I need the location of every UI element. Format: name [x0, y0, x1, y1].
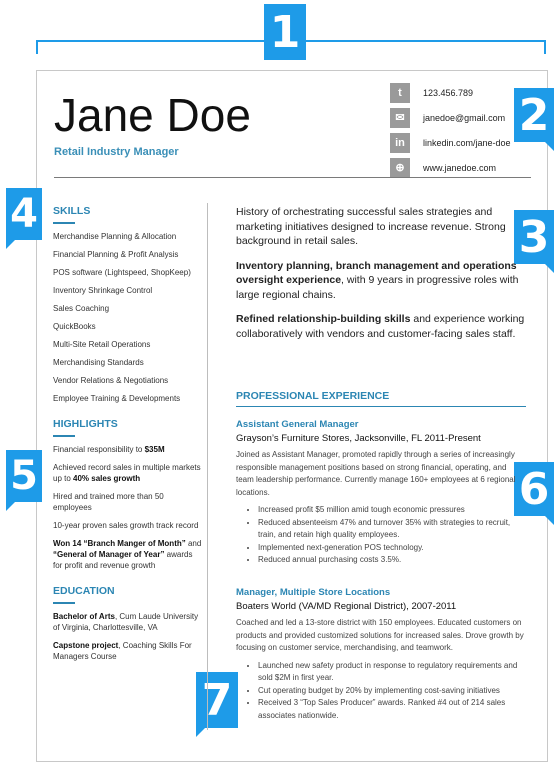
- column-divider: [207, 203, 208, 730]
- envelope-icon: ✉: [390, 108, 410, 128]
- skill-item: Multi-Site Retail Operations: [53, 340, 151, 349]
- skill-item: POS software (Lightspeed, ShopKeep): [53, 268, 191, 277]
- job-description: Coached and led a 13-store district with 150 employees. Educated customers on products and provided customized solutions for increased sales. Drove growth by focusing on customer service, merchandising, and teamwork.: [236, 618, 524, 652]
- contact-linkedin-text: linkedin.com/jane-doe: [423, 137, 511, 148]
- skill-item: Merchandise Planning & Allocation: [53, 232, 177, 241]
- badge-3: 3: [514, 210, 554, 264]
- job-company: Grayson’s Furniture Stores, Jacksonville, FL 2011-Present: [236, 433, 481, 444]
- summary-paragraph: Inventory planning, branch management and operations oversight experience, with 9 years in progressive roles with large regional chains.: [236, 259, 519, 301]
- highlight-item: Won 14 “Branch Manger of Month” and “General of Manager of Year” awards for profit and revenue growth: [53, 539, 202, 570]
- skills-underline: [53, 222, 75, 224]
- job-bullet: • Reduced absenteeism 47% and turnover 35% with strategies to recruit, train, and retain high quality employees.: [258, 517, 526, 542]
- badge-5: 5: [6, 450, 42, 502]
- top-bracket-right: [305, 40, 546, 42]
- education-heading: EDUCATION: [53, 585, 115, 597]
- skill-item: Sales Coaching: [53, 304, 110, 313]
- experience-heading: PROFESSIONAL EXPERIENCE: [236, 390, 390, 402]
- job-bullet: • Received 3 “Top Sales Producer” awards. Ranked #4 out of 214 sales associates nationwide.: [258, 697, 526, 722]
- job-entry-1: [236, 419, 526, 567]
- job-company: Boaters World (VA/MD Regional District), 2007-2011: [236, 601, 457, 612]
- highlights-underline: [53, 435, 75, 437]
- badge-2: 2: [514, 88, 554, 142]
- experience-underline: [236, 406, 526, 407]
- job-bullet: • Increased profit $5 million amid tough economic pressures: [258, 504, 526, 517]
- contact-phone-text: 123.456.789: [423, 87, 474, 98]
- skills-heading: SKILLS: [53, 205, 91, 217]
- badge-4: 4: [6, 188, 42, 240]
- badge-6: 6: [514, 462, 554, 516]
- phone-icon: t: [390, 83, 410, 103]
- contact-linkedin: [390, 130, 511, 155]
- education-underline: [53, 602, 75, 604]
- highlight-item: Achieved record sales in multiple markets up to 40% sales growth: [53, 463, 201, 483]
- job-bullets: [236, 504, 526, 567]
- skill-item: Inventory Shrinkage Control: [53, 286, 153, 295]
- job-title: Assistant General Manager: [236, 419, 359, 430]
- summary-block: [236, 205, 526, 351]
- job-entry-2: [236, 587, 526, 722]
- contact-website-text: www.janedoe.com: [423, 162, 497, 173]
- candidate-role: Retail Industry Manager: [54, 146, 179, 158]
- candidate-name: Jane Doe: [54, 89, 251, 141]
- badge-7: 7: [196, 672, 238, 728]
- summary-paragraph: Refined relationship-building skills and experience working collaboratively with vendors and customer-facing sales staff.: [236, 313, 525, 340]
- highlight-item: Hired and trained more than 50 employees: [53, 492, 164, 512]
- skill-item: Merchandising Standards: [53, 358, 144, 367]
- job-description: Joined as Assistant Manager, promoted rapidly through a series of increasingly responsible management positions based on strong financial, operating, and team leadership performance. Currently manage 160+ employees at 6 regional locations.: [236, 450, 516, 497]
- header-divider: [54, 177, 531, 178]
- summary-paragraph: History of orchestrating successful sales strategies and marketing initiatives designed to increase revenue. Strong background in retail sales.: [236, 206, 506, 247]
- highlight-item: 10-year proven sales growth track record: [53, 521, 199, 530]
- contact-block: [390, 80, 511, 180]
- highlight-item: Financial responsibility to $35M: [53, 445, 165, 454]
- skill-item: QuickBooks: [53, 322, 96, 331]
- contact-phone: [390, 80, 511, 105]
- left-column: [53, 205, 203, 669]
- education-item: Capstone project, Coaching Skills For Managers Course: [53, 641, 192, 661]
- top-bracket-right-tick: [544, 40, 546, 54]
- top-bracket-left: [36, 40, 264, 42]
- skill-item: Employee Training & Developments: [53, 394, 181, 403]
- highlights-heading: HIGHLIGHTS: [53, 418, 118, 430]
- top-bracket-left-tick: [36, 40, 38, 54]
- education-item: Bachelor of Arts, Cum Laude University of Virginia, Charlottesville, VA: [53, 612, 199, 632]
- job-bullets: [236, 660, 526, 723]
- job-title: Manager, Multiple Store Locations: [236, 587, 391, 598]
- linkedin-icon: in: [390, 133, 410, 153]
- contact-email: [390, 105, 511, 130]
- skill-item: Vendor Relations & Negotiations: [53, 376, 169, 385]
- job-bullet: • Launched new safety product in response to regulatory requirements and sold $2M in first year.: [258, 660, 526, 685]
- contact-email-text: janedoe@gmail.com: [423, 112, 506, 123]
- badge-1: 1: [264, 4, 306, 60]
- job-bullet: • Implemented next-generation POS technology.: [258, 542, 526, 555]
- globe-icon: ⊕: [390, 158, 410, 178]
- job-bullet: • Reduced annual purchasing costs 3.5%.: [258, 554, 526, 567]
- skill-item: Financial Planning & Profit Analysis: [53, 250, 179, 259]
- job-bullet: • Cut operating budget by 20% by implementing cost-saving initiatives: [258, 685, 526, 698]
